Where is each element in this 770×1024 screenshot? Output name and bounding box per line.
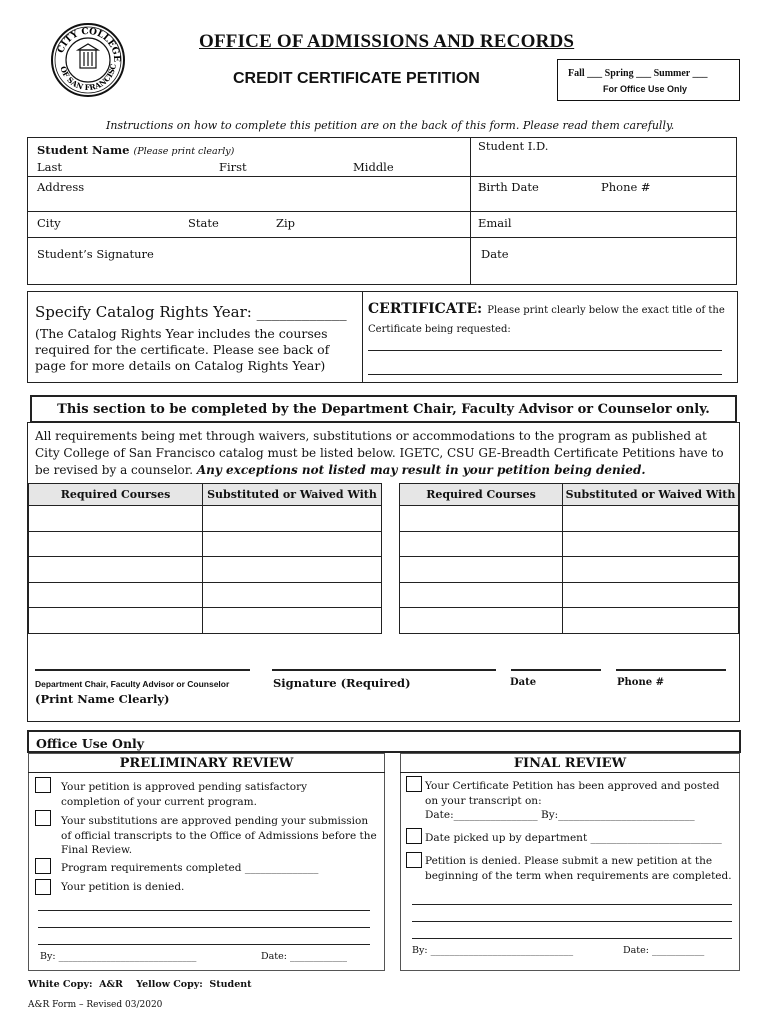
checkbox-date-picked-up[interactable] xyxy=(406,828,422,844)
birth-date-field[interactable]: Birth Date xyxy=(478,180,539,194)
checkbox-petition-denied[interactable] xyxy=(35,879,51,895)
courses-table-right xyxy=(399,483,739,634)
svg-text:OF SAN FRANCISCO: OF SAN FRANCISC xyxy=(58,62,119,93)
instructions: Instructions on how to complete this petition are on the back of this form. Please read them carefully. xyxy=(106,119,675,132)
table-row xyxy=(29,557,382,583)
department-body: All requirements being met through waivers, substitutions or accommodations to the program as published at City College of San Francisco catalog must be listed below. IGETC, CSU GE-Breadth Certificate Petitions have to be revised by a counselor. xyxy=(35,429,724,477)
courses-table-left xyxy=(28,483,382,634)
final-by[interactable]: By: ______________________________ xyxy=(412,945,574,956)
checkbox-final-denied[interactable] xyxy=(406,852,422,868)
last-name-field[interactable]: Last xyxy=(37,160,63,174)
dept-phone-line[interactable] xyxy=(616,669,726,671)
final-date[interactable]: Date: ___________ xyxy=(623,945,705,956)
college-seal xyxy=(50,22,126,98)
final-note-line-1[interactable] xyxy=(412,904,732,905)
city-field[interactable]: City xyxy=(37,216,61,230)
col-required-courses-right: Required Courses xyxy=(400,484,563,506)
student-id-field[interactable]: Student I.D. xyxy=(478,139,549,153)
final-heading: FINAL REVIEW xyxy=(513,756,627,771)
prelim-by[interactable]: By: _____________________________ xyxy=(40,951,197,962)
checkbox-approved-pending[interactable] xyxy=(35,777,51,793)
prelim-item-4: Your petition is denied. xyxy=(61,881,185,893)
preliminary-heading: PRELIMINARY REVIEW xyxy=(119,756,294,771)
prelim-item-3: Program requirements completed ______________ xyxy=(61,862,319,874)
prelim-note-line-3[interactable] xyxy=(38,944,370,945)
student-signature-field[interactable]: Student’s Signature xyxy=(37,247,154,261)
dept-date-line[interactable] xyxy=(511,669,601,671)
office-title: OFFICE OF ADMISSIONS AND RECORDS xyxy=(199,31,575,52)
certificate-line-2[interactable] xyxy=(368,374,722,375)
table-row xyxy=(29,506,382,532)
catalog-rights-body: (The Catalog Rights Year includes the courses required for the certificate. Please see back of page for more details on Catalog Rights Year) xyxy=(35,326,330,373)
dept-date-label: Date xyxy=(510,677,537,688)
print-name-label: (Print Name Clearly) xyxy=(35,692,170,706)
address-field[interactable]: Address xyxy=(37,180,85,194)
zip-field[interactable]: Zip xyxy=(276,216,296,230)
department-warning: Any exceptions not listed may result in your petition being denied. xyxy=(196,463,646,477)
dept-name-line[interactable] xyxy=(35,669,250,671)
phone-field[interactable]: Phone # xyxy=(601,180,651,194)
prelim-note-line-1[interactable] xyxy=(38,910,370,911)
checkbox-certificate-approved[interactable] xyxy=(406,776,422,792)
final-item-1: Your Certificate Petition has been approved and posted on your transcript on: xyxy=(425,780,720,807)
office-use-title-box xyxy=(27,730,741,753)
certificate-line-1[interactable] xyxy=(368,350,722,351)
certificate-title: CERTIFICATE: xyxy=(368,301,483,317)
catalog-rights-title[interactable]: Specify Catalog Rights Year: ____________ xyxy=(35,303,347,321)
revision-note: A&R Form – Revised 03/2020 xyxy=(28,1000,163,1010)
middle-name-field[interactable]: Middle xyxy=(353,160,394,174)
final-note-line-3[interactable] xyxy=(412,938,732,939)
signature-date-field[interactable]: Date xyxy=(481,247,509,261)
prelim-note-line-2[interactable] xyxy=(38,927,370,928)
department-heading-box xyxy=(30,395,737,423)
prelim-item-2: Your substitutions are approved pending your submission of official transcripts to the Office of Admissions before the Final Review. xyxy=(61,815,377,856)
checkbox-program-completed[interactable] xyxy=(35,858,51,874)
first-name-field[interactable]: First xyxy=(219,160,247,174)
email-field[interactable]: Email xyxy=(478,216,512,230)
checkbox-substitutions-approved[interactable] xyxy=(35,810,51,826)
final-item-2[interactable]: Date picked up by department _________________________ xyxy=(425,832,722,844)
final-item-1-date[interactable]: Date:________________ By:__________________________ xyxy=(425,809,695,821)
table-row xyxy=(400,582,739,608)
student-name-hint: (Please print clearly) xyxy=(133,146,235,157)
office-use-label: For Office Use Only xyxy=(603,84,688,94)
table-row xyxy=(400,557,739,583)
signature-required-label: Signature (Required) xyxy=(273,676,411,690)
table-row xyxy=(400,608,739,634)
final-note-line-2[interactable] xyxy=(412,921,732,922)
form-title: CREDIT CERTIFICATE PETITION xyxy=(233,70,480,87)
table-row xyxy=(400,531,739,557)
table-row xyxy=(400,506,739,532)
final-item-3: Petition is denied. Please submit a new petition at the beginning of the term when requirements are completed. xyxy=(425,855,732,882)
copy-distribution: White Copy: A&R Yellow Copy: Student xyxy=(28,979,252,990)
prelim-date[interactable]: Date: ____________ xyxy=(261,951,347,962)
col-required-courses-left: Required Courses xyxy=(29,484,203,506)
table-row xyxy=(29,582,382,608)
term-line: Fall ___ Spring ___ Summer ___ xyxy=(568,68,708,79)
department-heading: This section to be completed by the Department Chair, Faculty Advisor or Counselor only. xyxy=(57,402,710,417)
svg-text:CITY COLLEGE: CITY COLLEGE xyxy=(56,26,122,63)
office-use-title: Office Use Only xyxy=(36,736,145,751)
certificate-body: Please print clearly below the exact title of the Certificate being requested: xyxy=(368,305,725,335)
state-field[interactable]: State xyxy=(188,216,219,230)
col-substituted-left: Substituted or Waived With xyxy=(203,484,382,506)
dept-phone-label: Phone # xyxy=(617,677,664,688)
student-name-label: Student Name xyxy=(37,143,130,157)
table-row xyxy=(29,531,382,557)
dept-chair-label: Department Chair, Faculty Advisor or Counselor xyxy=(35,679,230,689)
dept-signature-line[interactable] xyxy=(272,669,496,671)
col-substituted-right: Substituted or Waived With xyxy=(563,484,739,506)
office-use-term-box xyxy=(557,59,740,101)
table-row xyxy=(29,608,382,634)
prelim-item-1: Your petition is approved pending satisfactory completion of your current program. xyxy=(61,781,308,808)
